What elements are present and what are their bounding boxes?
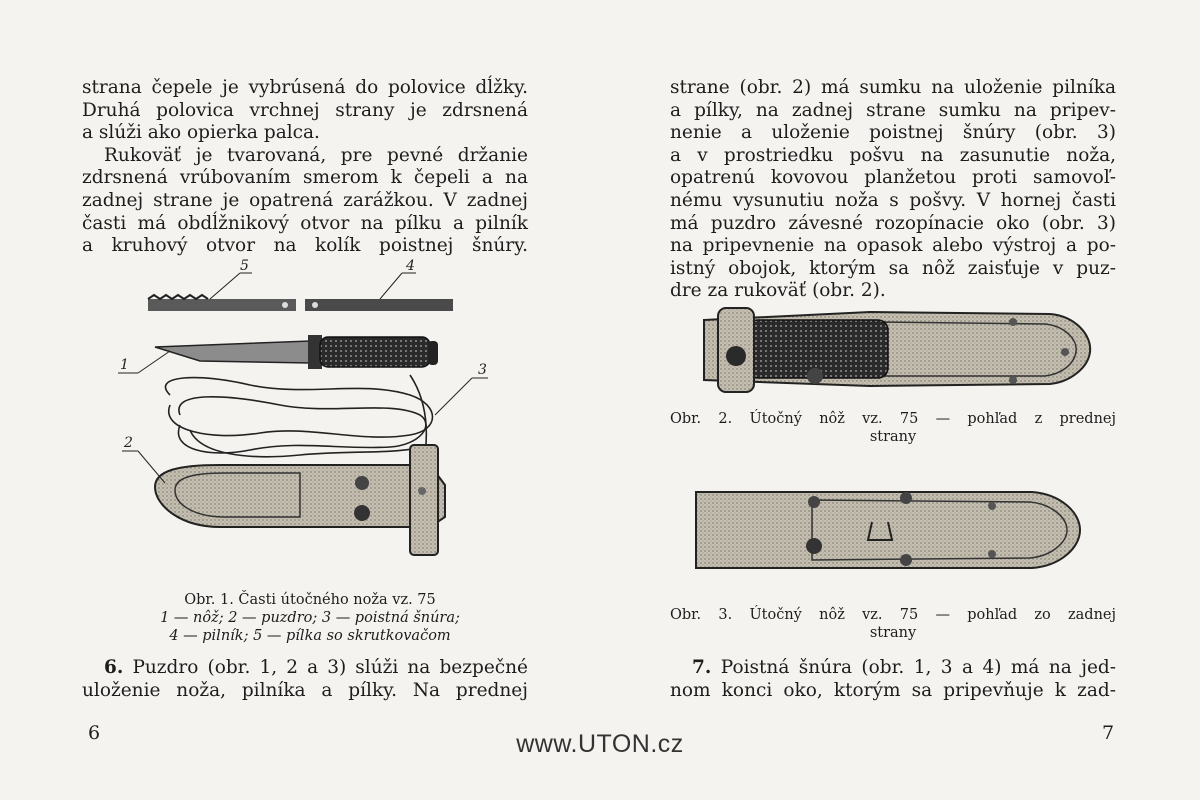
- text-line: časti má obdĺžnikový otvor na pílku a pilník: [82, 212, 528, 234]
- text-line: zdrsnená vrúbovaním smerom k čepeli a na: [82, 167, 528, 189]
- saw-drawing: [148, 295, 296, 311]
- figure-1-caption: [100, 591, 520, 645]
- section-number: 7.: [692, 657, 712, 678]
- caption-line: Obr. 2. Útočný nôž vz. 75 — pohľad z prednej: [670, 411, 1116, 427]
- page-number: 6: [88, 722, 101, 744]
- section-text: Poistná šnúra (obr. 1, 3 a 4) má na jed-: [720, 657, 1116, 678]
- text-line: a pílky, na zadnej strane sumku na pripev-: [670, 99, 1116, 121]
- sheath-drawing: [155, 445, 445, 555]
- figure-label: 1: [120, 357, 129, 373]
- figure-2-caption: [670, 410, 1116, 446]
- caption-line: strany: [869, 625, 917, 641]
- file-drawing: [305, 299, 453, 311]
- text-line: [670, 657, 1116, 680]
- text-line: strane (obr. 2) má sumku na uloženie pilníka: [670, 77, 1116, 98]
- figure-2-illustration: [700, 300, 1100, 400]
- text-line: opatrenú kovovou planžetou proti samovoľ-: [670, 167, 1116, 189]
- caption-line: Obr. 3. Útočný nôž vz. 75 — pohľad zo zadnej: [670, 607, 1116, 623]
- figure-3-illustration: [692, 482, 1092, 578]
- caption-line: 1 — nôž; 2 — puzdro; 3 — poistná šnúra;: [160, 610, 460, 626]
- text-line: a kruhový otvor na kolík poistnej šnúry.: [82, 235, 528, 257]
- text-line: uloženie noža, pilníka a pílky. Na prednej: [82, 679, 528, 701]
- knife-drawing: [155, 335, 438, 369]
- text-line: Druhá polovica vrchnej strany je zdrsnená: [82, 99, 528, 121]
- text-line: nému vysunutiu noža s pošvy. V hornej časti: [670, 189, 1116, 211]
- right-page: [600, 0, 1200, 800]
- figure-label: 4: [406, 258, 415, 274]
- text-line: nom konci oko, ktorým sa pripevňuje k zad-: [670, 679, 1116, 701]
- right-section-7: [670, 657, 1116, 702]
- caption-line: strany: [869, 429, 917, 445]
- figure-label: 2: [124, 435, 133, 451]
- section-text: Puzdro (obr. 1, 2 a 3) slúži na bezpečné: [132, 657, 528, 678]
- text-line: zadnej strane je opatrená zarážkou. V zadnej: [82, 189, 528, 211]
- text-line: a v prostriedku pošvu na zasunutie noža,: [670, 144, 1116, 166]
- text-line: nenie a uloženie poistnej šnúry (obr. 3): [670, 122, 1116, 144]
- text-line: istný obojok, ktorým sa nôž zaisťuje v puz-: [670, 257, 1116, 279]
- caption-line: Obr. 1. Časti útočného noža vz. 75: [184, 592, 436, 608]
- text-line: strana čepele je vybrúsená do polovice dĺžky.: [82, 77, 528, 98]
- left-section-6: [82, 657, 528, 702]
- caption-line: 4 — pilník; 5 — pílka so skrutkovačom: [169, 628, 451, 644]
- watermark-url: www.UTON.cz: [516, 730, 684, 758]
- text-line: na pripevnenie na opasok alebo výstroj a po-: [670, 235, 1116, 257]
- text-line: a slúži ako opierka palca.: [82, 122, 320, 144]
- text-line: Rukoväť je tvarovaná, pre pevné držanie: [104, 144, 528, 166]
- text-line: má puzdro závesné rozopínacie oko (obr. 3): [670, 212, 1116, 234]
- page-number: 7: [1102, 722, 1115, 744]
- section-number: 6.: [104, 657, 124, 678]
- right-body-text: [670, 77, 1116, 303]
- text-line: [82, 657, 528, 680]
- figure-1-illustration: [110, 255, 510, 585]
- figure-label: 3: [478, 362, 487, 378]
- text-line: dre za rukoväť (obr. 2).: [670, 280, 886, 302]
- left-body-text: [82, 77, 528, 258]
- figure-label: 5: [240, 258, 249, 274]
- figure-3-caption: [670, 606, 1116, 642]
